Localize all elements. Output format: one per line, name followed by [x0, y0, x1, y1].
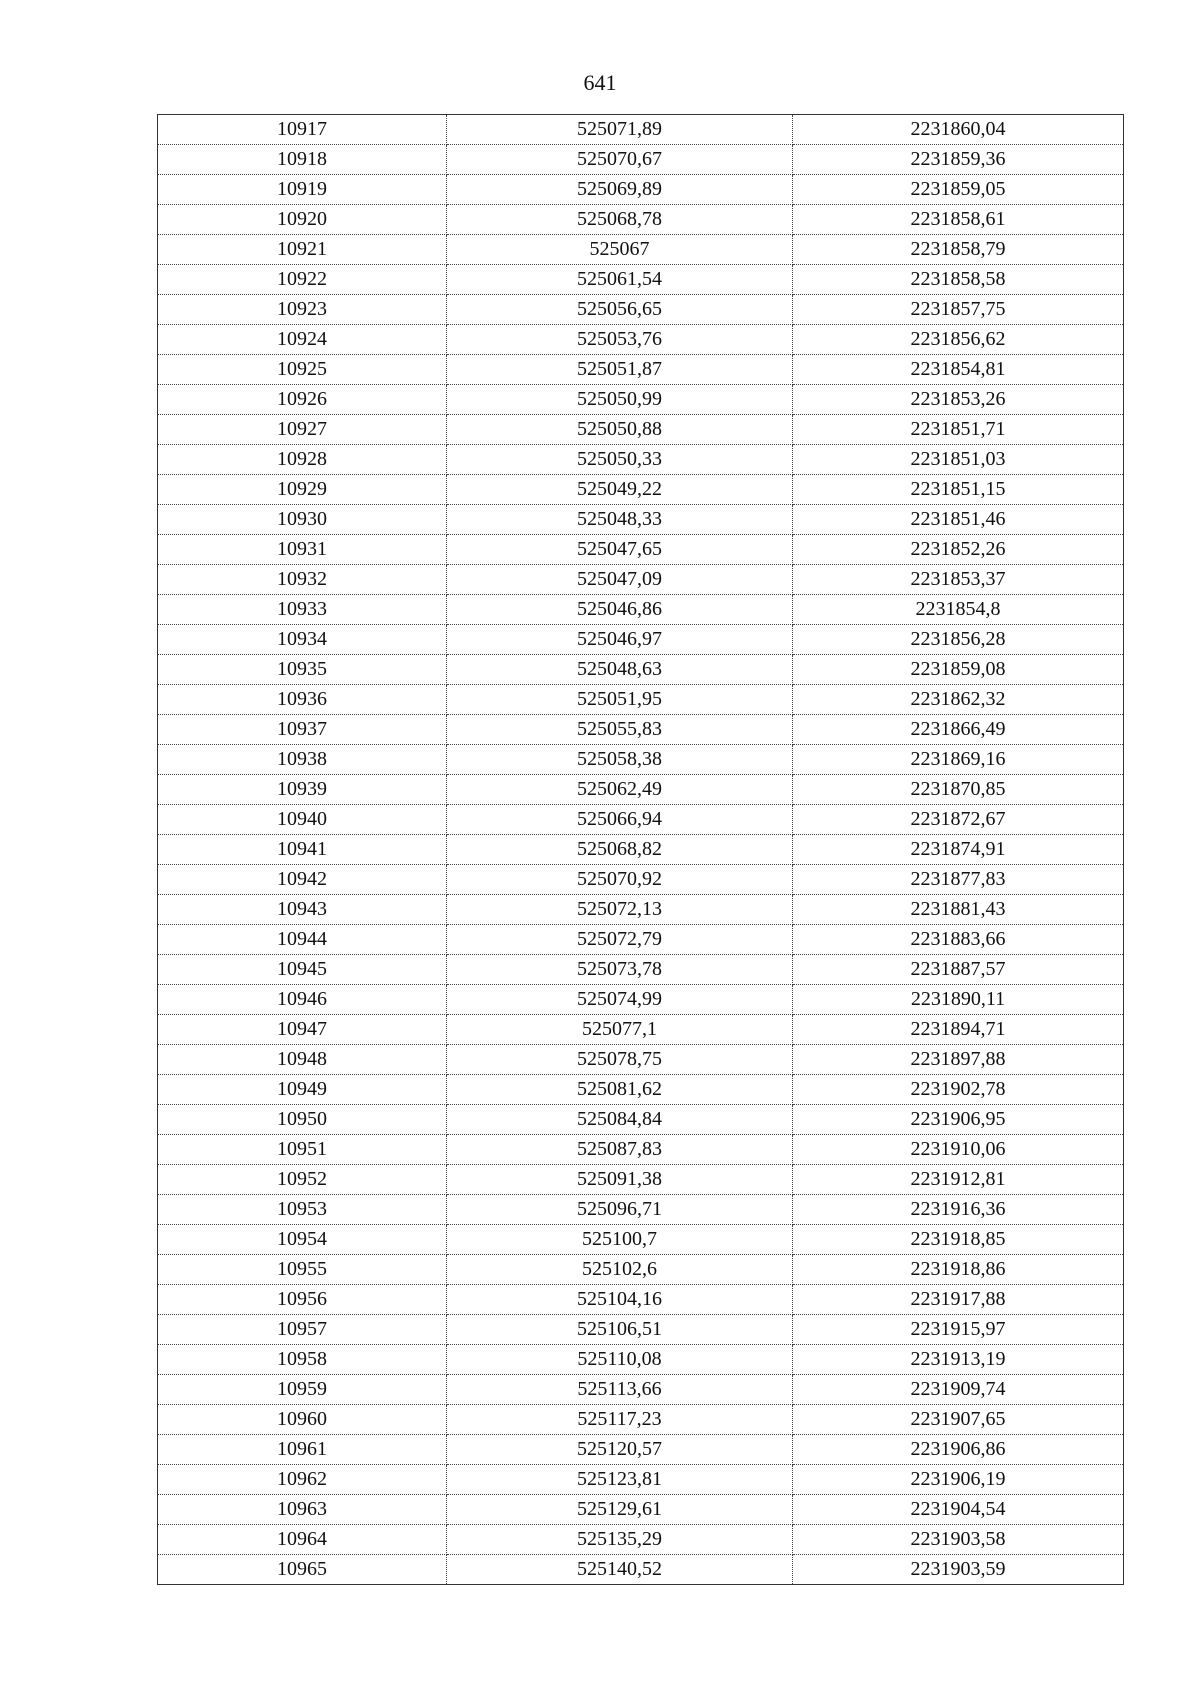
x-coordinate-cell: 525055,83: [447, 715, 793, 745]
table-row: [158, 475, 1124, 505]
x-coordinate-cell: 525046,97: [447, 625, 793, 655]
point-number-cell: 10942: [158, 865, 447, 895]
y-coordinate-cell: 2231887,57: [793, 955, 1124, 985]
y-coordinate-cell: 2231912,81: [793, 1165, 1124, 1195]
y-coordinate-cell: 2231869,16: [793, 745, 1124, 775]
point-number-cell: 10965: [158, 1555, 447, 1585]
table-row: [158, 1405, 1124, 1435]
table-row: [158, 1195, 1124, 1225]
y-coordinate-cell: 2231853,37: [793, 565, 1124, 595]
x-coordinate-cell: 525068,82: [447, 835, 793, 865]
point-number-cell: 10947: [158, 1015, 447, 1045]
y-coordinate-cell: 2231913,19: [793, 1345, 1124, 1375]
page-number: 641: [583, 70, 617, 95]
x-coordinate-cell: 525104,16: [447, 1285, 793, 1315]
table-row: [158, 1015, 1124, 1045]
y-coordinate-cell: 2231917,88: [793, 1285, 1124, 1315]
point-number-cell: 10963: [158, 1495, 447, 1525]
y-coordinate-cell: 2231918,85: [793, 1225, 1124, 1255]
point-number-cell: 10952: [158, 1165, 447, 1195]
point-number-cell: 10933: [158, 595, 447, 625]
point-number-cell: 10918: [158, 145, 447, 175]
y-coordinate-cell: 2231883,66: [793, 925, 1124, 955]
x-coordinate-cell: 525048,33: [447, 505, 793, 535]
y-coordinate-cell: 2231854,8: [793, 595, 1124, 625]
table-row: [158, 355, 1124, 385]
y-coordinate-cell: 2231918,86: [793, 1255, 1124, 1285]
point-number-cell: 10961: [158, 1435, 447, 1465]
point-number-cell: 10939: [158, 775, 447, 805]
point-number-cell: 10923: [158, 295, 447, 325]
y-coordinate-cell: 2231859,36: [793, 145, 1124, 175]
y-coordinate-cell: 2231851,71: [793, 415, 1124, 445]
y-coordinate-cell: 2231902,78: [793, 1075, 1124, 1105]
x-coordinate-cell: 525087,83: [447, 1135, 793, 1165]
y-coordinate-cell: 2231858,58: [793, 265, 1124, 295]
y-coordinate-cell: 2231872,67: [793, 805, 1124, 835]
y-coordinate-cell: 2231858,79: [793, 235, 1124, 265]
point-number-cell: 10926: [158, 385, 447, 415]
y-coordinate-cell: 2231910,06: [793, 1135, 1124, 1165]
table-row: [158, 1525, 1124, 1555]
x-coordinate-cell: 525048,63: [447, 655, 793, 685]
y-coordinate-cell: 2231877,83: [793, 865, 1124, 895]
table-row: [158, 1255, 1124, 1285]
x-coordinate-cell: 525120,57: [447, 1435, 793, 1465]
table-row: [158, 1375, 1124, 1405]
x-coordinate-cell: 525110,08: [447, 1345, 793, 1375]
y-coordinate-cell: 2231903,59: [793, 1555, 1124, 1585]
point-number-cell: 10944: [158, 925, 447, 955]
table-row: [158, 265, 1124, 295]
point-number-cell: 10955: [158, 1255, 447, 1285]
x-coordinate-cell: 525053,76: [447, 325, 793, 355]
x-coordinate-cell: 525117,23: [447, 1405, 793, 1435]
point-number-cell: 10930: [158, 505, 447, 535]
point-number-cell: 10954: [158, 1225, 447, 1255]
x-coordinate-cell: 525046,86: [447, 595, 793, 625]
point-number-cell: 10929: [158, 475, 447, 505]
x-coordinate-cell: 525113,66: [447, 1375, 793, 1405]
table-row: [158, 655, 1124, 685]
y-coordinate-cell: 2231915,97: [793, 1315, 1124, 1345]
point-number-cell: 10925: [158, 355, 447, 385]
point-number-cell: 10941: [158, 835, 447, 865]
table-row: [158, 325, 1124, 355]
x-coordinate-cell: 525061,54: [447, 265, 793, 295]
point-number-cell: 10932: [158, 565, 447, 595]
table-row: [158, 205, 1124, 235]
point-number-cell: 10921: [158, 235, 447, 265]
point-number-cell: 10917: [158, 115, 447, 145]
x-coordinate-cell: 525050,33: [447, 445, 793, 475]
point-number-cell: 10931: [158, 535, 447, 565]
point-number-cell: 10928: [158, 445, 447, 475]
x-coordinate-cell: 525047,09: [447, 565, 793, 595]
table-row: [158, 1495, 1124, 1525]
x-coordinate-cell: 525078,75: [447, 1045, 793, 1075]
x-coordinate-cell: 525135,29: [447, 1525, 793, 1555]
coordinates-table-container: [157, 114, 1123, 1585]
table-row: [158, 895, 1124, 925]
y-coordinate-cell: 2231859,08: [793, 655, 1124, 685]
table-row: [158, 1165, 1124, 1195]
point-number-cell: 10953: [158, 1195, 447, 1225]
x-coordinate-cell: 525049,22: [447, 475, 793, 505]
point-number-cell: 10964: [158, 1525, 447, 1555]
y-coordinate-cell: 2231916,36: [793, 1195, 1124, 1225]
y-coordinate-cell: 2231860,04: [793, 115, 1124, 145]
y-coordinate-cell: 2231897,88: [793, 1045, 1124, 1075]
y-coordinate-cell: 2231851,15: [793, 475, 1124, 505]
x-coordinate-cell: 525067: [447, 235, 793, 265]
point-number-cell: 10946: [158, 985, 447, 1015]
table-row: [158, 775, 1124, 805]
point-number-cell: 10919: [158, 175, 447, 205]
point-number-cell: 10951: [158, 1135, 447, 1165]
table-row: [158, 1315, 1124, 1345]
table-row: [158, 535, 1124, 565]
x-coordinate-cell: 525068,78: [447, 205, 793, 235]
y-coordinate-cell: 2231906,95: [793, 1105, 1124, 1135]
y-coordinate-cell: 2231858,61: [793, 205, 1124, 235]
table-row: [158, 235, 1124, 265]
y-coordinate-cell: 2231906,19: [793, 1465, 1124, 1495]
table-row: [158, 835, 1124, 865]
x-coordinate-cell: 525070,92: [447, 865, 793, 895]
table-row: [158, 1345, 1124, 1375]
table-row: [158, 715, 1124, 745]
table-row: [158, 865, 1124, 895]
table-row: [158, 595, 1124, 625]
x-coordinate-cell: 525081,62: [447, 1075, 793, 1105]
point-number-cell: 10938: [158, 745, 447, 775]
point-number-cell: 10945: [158, 955, 447, 985]
y-coordinate-cell: 2231859,05: [793, 175, 1124, 205]
table-row: [158, 1285, 1124, 1315]
table-row: [158, 1465, 1124, 1495]
y-coordinate-cell: 2231890,11: [793, 985, 1124, 1015]
table-row: [158, 745, 1124, 775]
y-coordinate-cell: 2231856,62: [793, 325, 1124, 355]
y-coordinate-cell: 2231866,49: [793, 715, 1124, 745]
point-number-cell: 10920: [158, 205, 447, 235]
point-number-cell: 10950: [158, 1105, 447, 1135]
y-coordinate-cell: 2231853,26: [793, 385, 1124, 415]
table-row: [158, 1105, 1124, 1135]
table-row: [158, 625, 1124, 655]
coordinates-table-body: [158, 115, 1124, 1585]
coordinates-table: [157, 114, 1124, 1585]
y-coordinate-cell: 2231874,91: [793, 835, 1124, 865]
x-coordinate-cell: 525129,61: [447, 1495, 793, 1525]
x-coordinate-cell: 525051,87: [447, 355, 793, 385]
table-row: [158, 175, 1124, 205]
table-row: [158, 1075, 1124, 1105]
x-coordinate-cell: 525102,6: [447, 1255, 793, 1285]
y-coordinate-cell: 2231881,43: [793, 895, 1124, 925]
table-row: [158, 925, 1124, 955]
table-row: [158, 1555, 1124, 1585]
y-coordinate-cell: 2231852,26: [793, 535, 1124, 565]
y-coordinate-cell: 2231851,03: [793, 445, 1124, 475]
y-coordinate-cell: 2231851,46: [793, 505, 1124, 535]
point-number-cell: 10949: [158, 1075, 447, 1105]
table-row: [158, 955, 1124, 985]
y-coordinate-cell: 2231870,85: [793, 775, 1124, 805]
x-coordinate-cell: 525051,95: [447, 685, 793, 715]
y-coordinate-cell: 2231904,54: [793, 1495, 1124, 1525]
point-number-cell: 10924: [158, 325, 447, 355]
table-row: [158, 1225, 1124, 1255]
x-coordinate-cell: 525096,71: [447, 1195, 793, 1225]
x-coordinate-cell: 525074,99: [447, 985, 793, 1015]
y-coordinate-cell: 2231907,65: [793, 1405, 1124, 1435]
x-coordinate-cell: 525047,65: [447, 535, 793, 565]
table-row: [158, 685, 1124, 715]
y-coordinate-cell: 2231903,58: [793, 1525, 1124, 1555]
x-coordinate-cell: 525091,38: [447, 1165, 793, 1195]
y-coordinate-cell: 2231894,71: [793, 1015, 1124, 1045]
table-row: [158, 1135, 1124, 1165]
table-row: [158, 145, 1124, 175]
table-row: [158, 1435, 1124, 1465]
x-coordinate-cell: 525050,99: [447, 385, 793, 415]
x-coordinate-cell: 525100,7: [447, 1225, 793, 1255]
x-coordinate-cell: 525056,65: [447, 295, 793, 325]
point-number-cell: 10959: [158, 1375, 447, 1405]
x-coordinate-cell: 525062,49: [447, 775, 793, 805]
point-number-cell: 10962: [158, 1465, 447, 1495]
table-row: [158, 115, 1124, 145]
x-coordinate-cell: 525069,89: [447, 175, 793, 205]
x-coordinate-cell: 525106,51: [447, 1315, 793, 1345]
y-coordinate-cell: 2231856,28: [793, 625, 1124, 655]
y-coordinate-cell: 2231862,32: [793, 685, 1124, 715]
point-number-cell: 10956: [158, 1285, 447, 1315]
point-number-cell: 10940: [158, 805, 447, 835]
x-coordinate-cell: 525066,94: [447, 805, 793, 835]
y-coordinate-cell: 2231854,81: [793, 355, 1124, 385]
point-number-cell: 10922: [158, 265, 447, 295]
x-coordinate-cell: 525058,38: [447, 745, 793, 775]
table-row: [158, 985, 1124, 1015]
y-coordinate-cell: 2231857,75: [793, 295, 1124, 325]
point-number-cell: 10948: [158, 1045, 447, 1075]
point-number-cell: 10958: [158, 1345, 447, 1375]
y-coordinate-cell: 2231906,86: [793, 1435, 1124, 1465]
y-coordinate-cell: 2231909,74: [793, 1375, 1124, 1405]
x-coordinate-cell: 525050,88: [447, 415, 793, 445]
x-coordinate-cell: 525071,89: [447, 115, 793, 145]
point-number-cell: 10936: [158, 685, 447, 715]
point-number-cell: 10935: [158, 655, 447, 685]
point-number-cell: 10943: [158, 895, 447, 925]
x-coordinate-cell: 525072,13: [447, 895, 793, 925]
table-row: [158, 505, 1124, 535]
table-row: [158, 565, 1124, 595]
point-number-cell: 10934: [158, 625, 447, 655]
x-coordinate-cell: 525077,1: [447, 1015, 793, 1045]
point-number-cell: 10927: [158, 415, 447, 445]
point-number-cell: 10957: [158, 1315, 447, 1345]
x-coordinate-cell: 525070,67: [447, 145, 793, 175]
x-coordinate-cell: 525084,84: [447, 1105, 793, 1135]
point-number-cell: 10960: [158, 1405, 447, 1435]
table-row: [158, 1045, 1124, 1075]
x-coordinate-cell: 525072,79: [447, 925, 793, 955]
table-row: [158, 385, 1124, 415]
x-coordinate-cell: 525123,81: [447, 1465, 793, 1495]
table-row: [158, 415, 1124, 445]
table-row: [158, 445, 1124, 475]
x-coordinate-cell: 525073,78: [447, 955, 793, 985]
point-number-cell: 10937: [158, 715, 447, 745]
table-row: [158, 805, 1124, 835]
x-coordinate-cell: 525140,52: [447, 1555, 793, 1585]
table-row: [158, 295, 1124, 325]
